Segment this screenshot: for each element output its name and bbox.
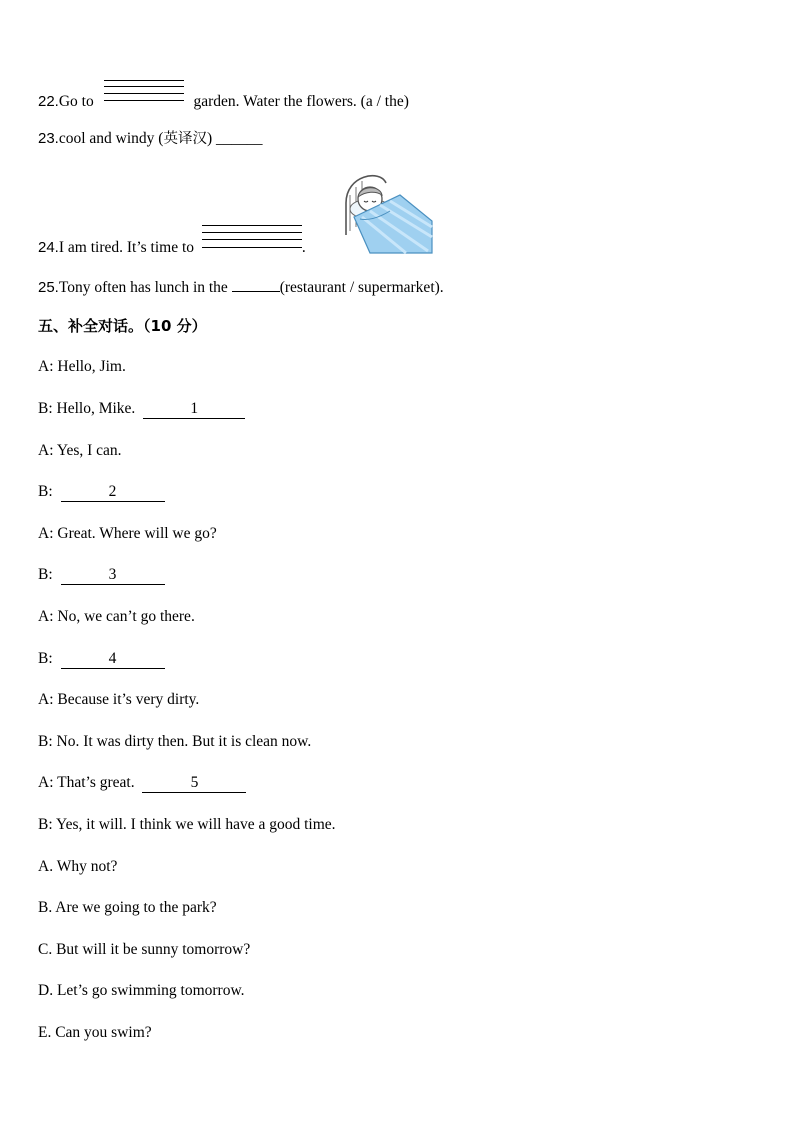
option-text: Let’s go swimming tomorrow. — [56, 982, 245, 999]
dialogue-line — [38, 524, 217, 544]
speaker: B: — [38, 733, 53, 750]
option-text: Can you swim? — [55, 1024, 152, 1041]
dialogue-text: Hello, Jim. — [57, 358, 126, 375]
speaker: A: — [38, 525, 54, 542]
option-c — [38, 940, 250, 960]
question-22 — [38, 92, 409, 112]
option-label: D. — [38, 982, 54, 999]
option-text: Why not? — [56, 858, 118, 875]
question-text: (restaurant / supermarket). — [279, 279, 444, 296]
speaker: A: — [38, 774, 54, 791]
question-number: 24. — [38, 239, 59, 256]
sleeping-girl-in-bed-icon — [340, 165, 436, 255]
speaker: B: — [38, 400, 53, 417]
question-text: ) — [206, 130, 213, 147]
option-e — [38, 1023, 152, 1043]
section-heading: 五、补全对话。（10 分） — [38, 317, 207, 335]
dialogue-text: Because it’s very dirty. — [57, 691, 200, 708]
dialogue-text: No. It was dirty then. But it is clean now. — [56, 733, 312, 750]
speaker: A: — [38, 608, 54, 625]
question-text: cool and windy ( — [58, 130, 164, 147]
option-a — [38, 857, 117, 877]
dialogue-text: Great. Where will we go? — [57, 525, 217, 542]
option-text: Are we going to the park? — [55, 899, 217, 916]
option-label: E. — [38, 1024, 52, 1041]
question-text: Tony often has lunch in the — [58, 279, 228, 296]
answer-blank-3[interactable]: 3 — [61, 566, 165, 585]
dialogue-line — [38, 565, 165, 585]
option-d — [38, 981, 245, 1001]
speaker: B: — [38, 483, 53, 500]
dialogue-line — [38, 815, 336, 835]
dialogue-text: That’s great. — [57, 774, 135, 791]
speaker: A: — [38, 358, 54, 375]
four-line-blank[interactable] — [202, 238, 302, 258]
speaker: B: — [38, 650, 53, 667]
dialogue-text: Hello, Mike. — [56, 400, 136, 417]
speaker: B: — [38, 816, 53, 833]
answer-blank-1[interactable]: 1 — [143, 400, 245, 419]
question-text: garden. Water the flowers. (a / the) — [193, 93, 409, 110]
option-label: C. — [38, 941, 53, 958]
answer-blank-4[interactable]: 4 — [61, 650, 165, 669]
dialogue-line — [38, 773, 246, 793]
answer-blank-2[interactable]: 2 — [61, 483, 165, 502]
question-25 — [38, 274, 444, 298]
question-24 — [38, 238, 306, 258]
dialogue-line — [38, 732, 311, 752]
dialogue-line — [38, 399, 245, 419]
option-label: B. — [38, 899, 53, 916]
question-number: 25. — [38, 279, 59, 296]
question-text: Go to — [58, 93, 94, 110]
answer-blank[interactable] — [232, 274, 280, 292]
option-b — [38, 898, 217, 918]
dialogue-line — [38, 482, 165, 502]
dialogue-text: Yes, it will. I think we will have a good time. — [55, 816, 336, 833]
four-line-blank[interactable] — [104, 92, 184, 112]
question-23 — [38, 129, 263, 149]
dialogue-text: Yes, I can. — [56, 442, 122, 459]
speaker: A: — [38, 442, 54, 459]
dialogue-text: No, we can’t go there. — [57, 608, 195, 625]
answer-blank[interactable]: ______ — [216, 130, 263, 147]
question-number: 23. — [38, 130, 59, 147]
dialogue-line — [38, 690, 199, 710]
option-label: A. — [38, 858, 54, 875]
instruction-cjk: 英译汉 — [163, 131, 207, 147]
dialogue-line — [38, 649, 165, 669]
speaker: B: — [38, 566, 53, 583]
period: . — [301, 239, 306, 256]
question-text: I am tired. It’s time to — [58, 239, 195, 256]
question-number: 22. — [38, 93, 59, 110]
option-text: But will it be sunny tomorrow? — [56, 941, 251, 958]
answer-blank-5[interactable]: 5 — [142, 774, 246, 793]
dialogue-line — [38, 357, 126, 377]
dialogue-line — [38, 607, 195, 627]
dialogue-line — [38, 441, 122, 461]
speaker: A: — [38, 691, 54, 708]
